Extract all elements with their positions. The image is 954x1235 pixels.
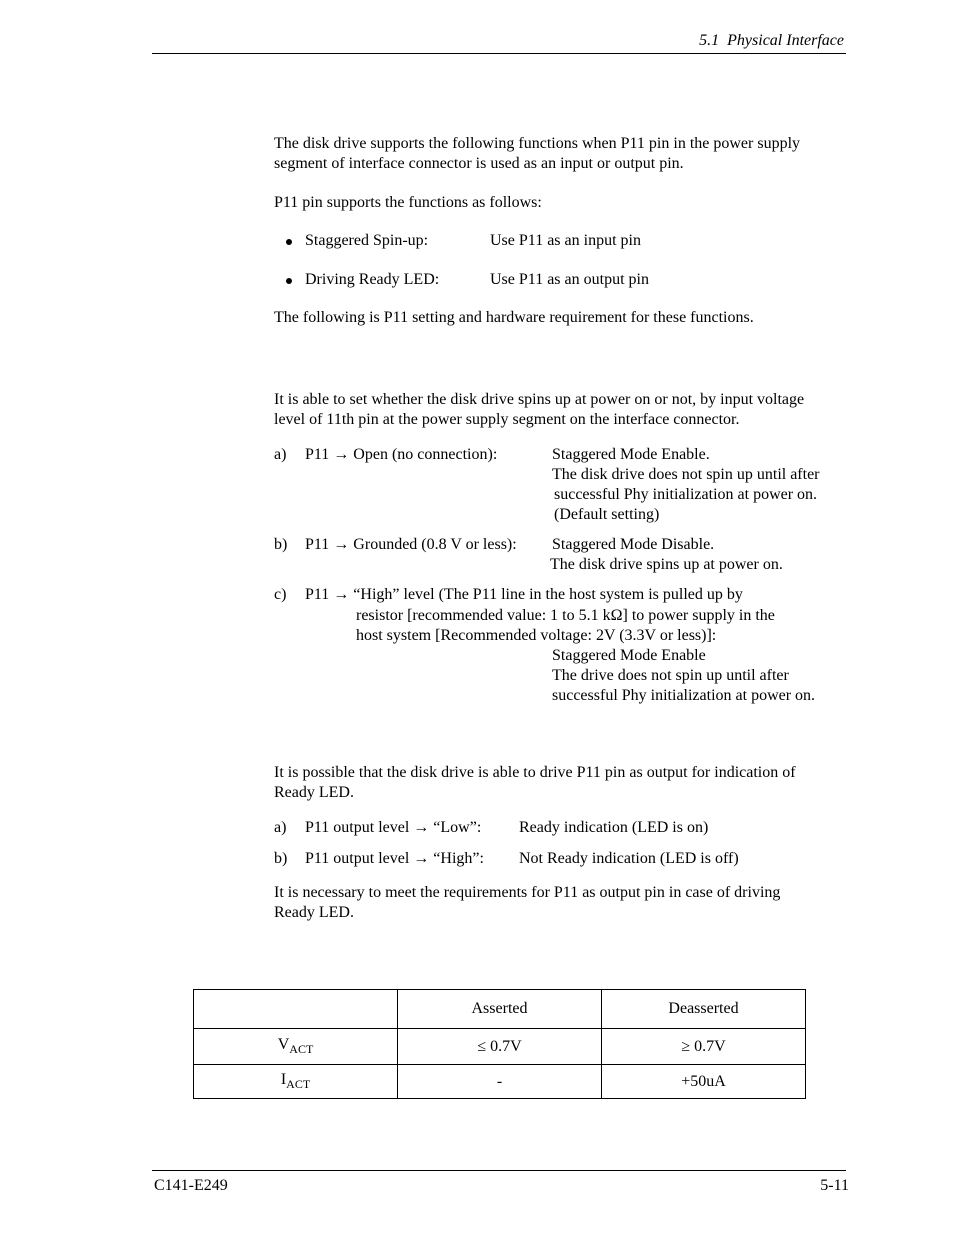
ready-line-1: It is possible that the disk drive is able to drive P11 pin as output for indication of [274,764,796,781]
function-name: Staggered Spin-up: [305,232,429,249]
item-condition: resistor [recommended value: 1 to 5.1 kΩ] to power supply in the [356,607,775,624]
p11-output-table [193,989,806,1099]
bullet-icon [286,278,292,284]
intro-line-2: segment of interface connector is used as an input or output pin. [274,155,684,172]
requirement-line-2: Ready LED. [274,904,354,921]
item-desc: Not Ready indication (LED is off) [519,850,739,867]
following-text: The following is P11 setting and hardware requirement for these functions. [274,309,754,326]
running-header [699,31,844,51]
item-desc-line: The disk drive does not spin up until after [552,466,820,483]
item-label: b) [274,536,288,553]
item-desc-line: Staggered Mode Disable. [552,536,715,553]
item-condition: P11 → Open (no connection): [305,446,498,463]
ready-line-2: Ready LED. [274,784,354,801]
staggered-line-2: level of 11th pin at the power supply segment on the interface connector. [274,411,740,428]
item-label: c) [274,586,287,603]
item-desc-line: The disk drive spins up at power on. [550,556,783,573]
item-label: a) [274,819,287,836]
item-desc-line: (Default setting) [554,506,660,523]
table-cell-symbol [194,1029,398,1065]
item-desc-line: Staggered Mode Enable. [552,446,710,463]
support-text: P11 pin supports the functions as follows: [274,194,542,211]
function-name: Driving Ready LED: [305,271,440,288]
item-condition: P11 output level → “Low”: [305,819,482,836]
table-row [194,1029,806,1065]
table-header-row [194,990,806,1029]
page-number: 5-11 [820,1177,849,1194]
bullet-icon [286,239,292,245]
item-label: a) [274,446,287,463]
table-cell: ≤ 0.7V [398,1029,602,1065]
function-usage: Use P11 as an output pin [490,271,649,288]
table-row [194,1065,806,1099]
item-desc-line: The drive does not spin up until after [552,667,789,684]
table-cell: +50uA [602,1065,806,1099]
symbol-text: V [277,1036,290,1053]
item-desc-line: successful Phy initialization at power on. [554,486,818,503]
item-condition: P11 → “High” level (The P11 line in the host system is pulled up by [305,586,743,603]
item-desc: Ready indication (LED is on) [519,819,709,836]
table-cell-symbol [194,1065,398,1099]
item-condition: P11 → Grounded (0.8 V or less): [305,536,517,553]
footer-rule [152,1170,846,1171]
header-rule [152,53,846,54]
table-header-cell [194,990,398,1029]
function-usage: Use P11 as an input pin [490,232,641,249]
document-id: C141-E249 [154,1177,228,1194]
symbol-subscript: ACT [289,1042,314,1056]
item-condition: P11 output level → “High”: [305,850,484,867]
requirement-line-1: It is necessary to meet the requirements for P11 as output pin in case of driving [274,884,781,901]
table-header-cell: Asserted [398,990,602,1029]
staggered-line-1: It is able to set whether the disk drive spins up at power on or not, by input voltage [274,391,805,408]
symbol-text: I [280,1071,287,1088]
item-desc-line: Staggered Mode Enable [552,647,706,664]
table-cell: - [398,1065,602,1099]
section-number: 5.1 [699,32,720,49]
item-label: b) [274,850,288,867]
symbol-subscript: ACT [286,1077,311,1091]
table-cell: ≥ 0.7V [602,1029,806,1065]
table-header-cell: Deasserted [602,990,806,1029]
section-title: Physical Interface [727,32,844,49]
intro-line-1: The disk drive supports the following functions when P11 pin in the power supply [274,135,801,152]
item-condition: host system [Recommended voltage: 2V (3.3V or less)]: [356,627,717,644]
item-desc-line: successful Phy initialization at power on. [552,687,816,704]
